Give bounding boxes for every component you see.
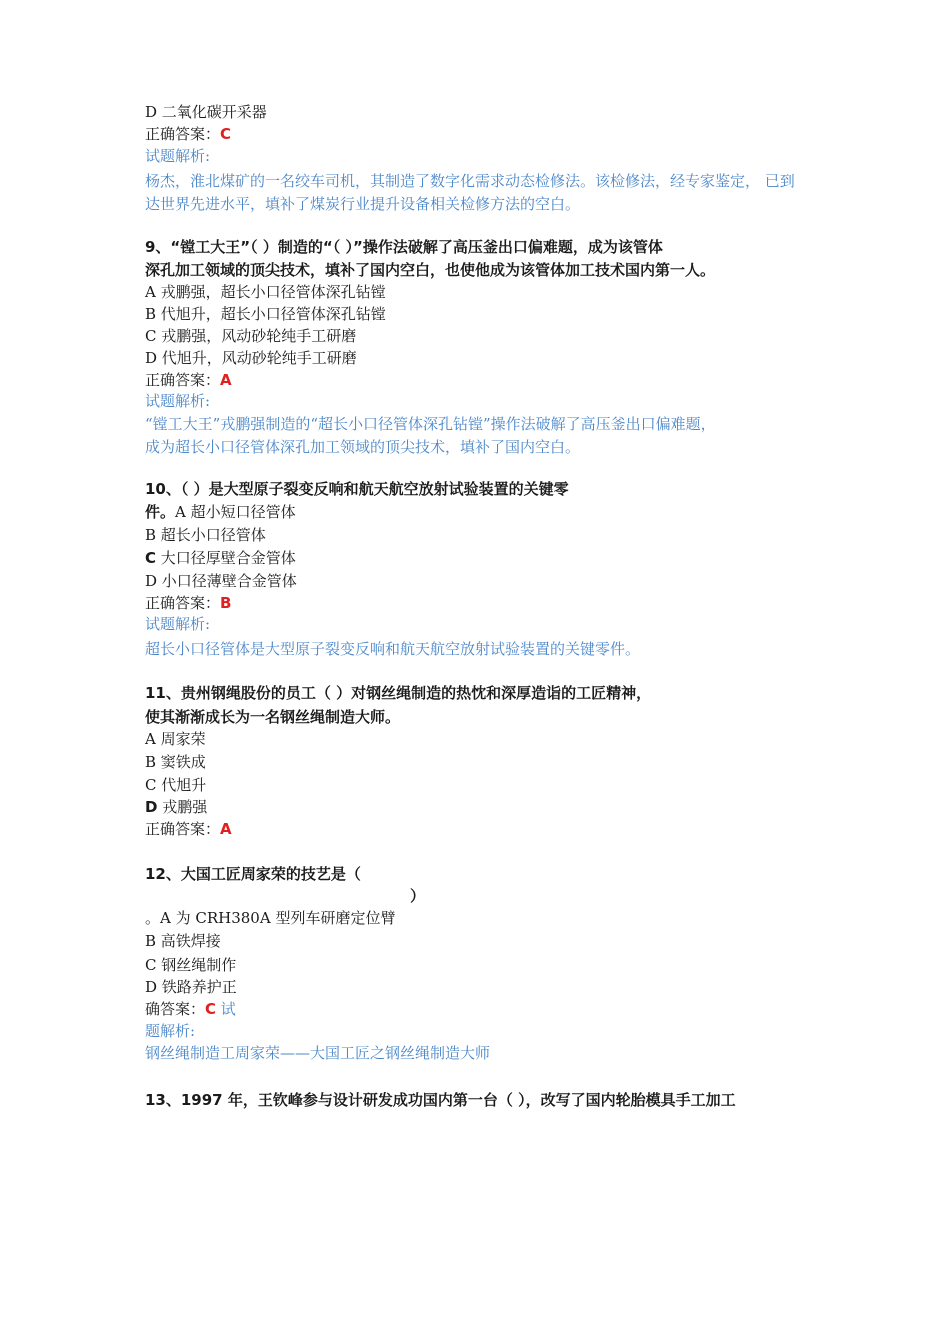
q9-option-a: A 戎鹏强，超长小口径管体深孔钻镗 [145,283,386,301]
q9-analysis-line2: 成为超长小口径管体深孔加工领域的顶尖技术，填补了国内空白。 [145,438,581,456]
q8-answer-line [145,124,231,144]
q9-option-c: C 戎鹏强，风动砂轮纯手工研磨 [145,327,357,345]
q10-option-d: D 小口径薄壁合金管体 [145,572,297,590]
q11-option-d [145,797,207,817]
answer-label: 正确答案： [145,820,221,838]
option-text: 大口径厚壁合金管体 [156,549,296,567]
q11-answer-line [145,819,232,839]
q9-question-line1: 9、“镗工大王”（ ）制造的“（ ）”操作法破解了高压釜出口偏难题，成为该管体 [145,238,663,256]
q13-question-line1: 13、1997 年，王钦峰参与设计研发成功国内第一台（ ），改写了国内轮胎模具手工加工 [145,1091,736,1109]
q12-answer-line [145,999,236,1019]
q8-analysis-line1: 杨杰，淮北煤矿的一名绞车司机，其制造了数字化需求动态检修法。该检修法，经专家鉴定， 已到 [145,172,795,190]
answer-label: 正确答案： [145,371,221,389]
q11-question-line1: 11、贵州钢绳股份的员工（ ）对钢丝绳制造的热忱和深厚造诣的工匠精神， [145,684,652,702]
q9-analysis-label: 试题解析: [145,392,211,410]
answer-label: 确答案： [145,1000,206,1018]
answer-value: B [220,594,232,612]
analysis-label-start: 试 [216,1000,236,1018]
q11-question-line2: 使其渐渐成长为一名钢丝绳制造大师。 [145,708,401,726]
q10-question-line1: 10、（ ）是大型原子裂变反响和航天航空放射试验装置的关键零 [145,480,569,498]
q10-analysis-line1: 超长小口径管体是大型原子裂变反响和航天航空放射试验装置的关键零件。 [145,640,641,658]
answer-value: A [220,820,232,838]
option-text: 戎鹏强 [157,798,208,816]
q8-option-d: D 二氧化碳开采器 [145,103,267,121]
option-letter: D [145,798,158,816]
q11-option-c: C 代旭升 [145,776,207,794]
q9-answer-line [145,370,232,390]
q10-answer-line [145,593,231,613]
q9-analysis-line1: “镗工大王”戎鹏强制造的“超长小口径管体深孔钻镗”操作法破解了高压釜出口偏难题， [145,415,716,433]
q11-option-b: B 窦铁成 [145,753,206,771]
q10-analysis-label: 试题解析: [145,615,211,633]
q8-analysis-line2: 达世界先进水平，填补了煤炭行业提升设备相关检修方法的空白。 [145,195,581,213]
q12-question-line3: 。A 为 CRH380A 型列车研磨定位臂 [145,909,396,927]
answer-label: 正确答案： [145,125,221,143]
q8-analysis-label: 试题解析: [145,147,211,165]
q9-option-d: D 代旭升，风动砂轮纯手工研磨 [145,349,357,367]
q9-option-b: B 代旭升，超长小口径管体深孔钻镗 [145,305,386,323]
q9-question-line2: 深孔加工领域的顶尖技术，填补了国内空白，也使他成为该管体加工技术国内第一人。 [145,261,716,279]
q12-option-d: D 铁路养护正 [145,978,237,996]
q10-question-line2 [145,502,296,522]
q12-analysis-label: 题解析: [145,1022,196,1040]
q12-option-c: C 钢丝绳制作 [145,956,237,974]
q10-option-c [145,548,296,568]
question-text: 件。 [145,503,176,521]
option-letter: C [145,549,157,567]
q11-option-a: A 周家荣 [145,730,206,748]
answer-value: C [205,1000,217,1018]
q12-option-b: B 高铁焊接 [145,932,221,950]
answer-value: A [220,371,232,389]
q12-analysis-line1: 钢丝绳制造工周家荣——大国工匠之钢丝绳制造大师 [145,1044,491,1062]
q10-option-b: B 超长小口径管体 [145,526,266,544]
q10-option-a: A 超小短口径管体 [175,503,296,521]
answer-label: 正确答案： [145,594,221,612]
q12-question-line1: 12、大国工匠周家荣的技艺是（ [145,865,361,883]
q12-question-line2: ） [410,887,426,905]
answer-value: C [220,125,232,143]
